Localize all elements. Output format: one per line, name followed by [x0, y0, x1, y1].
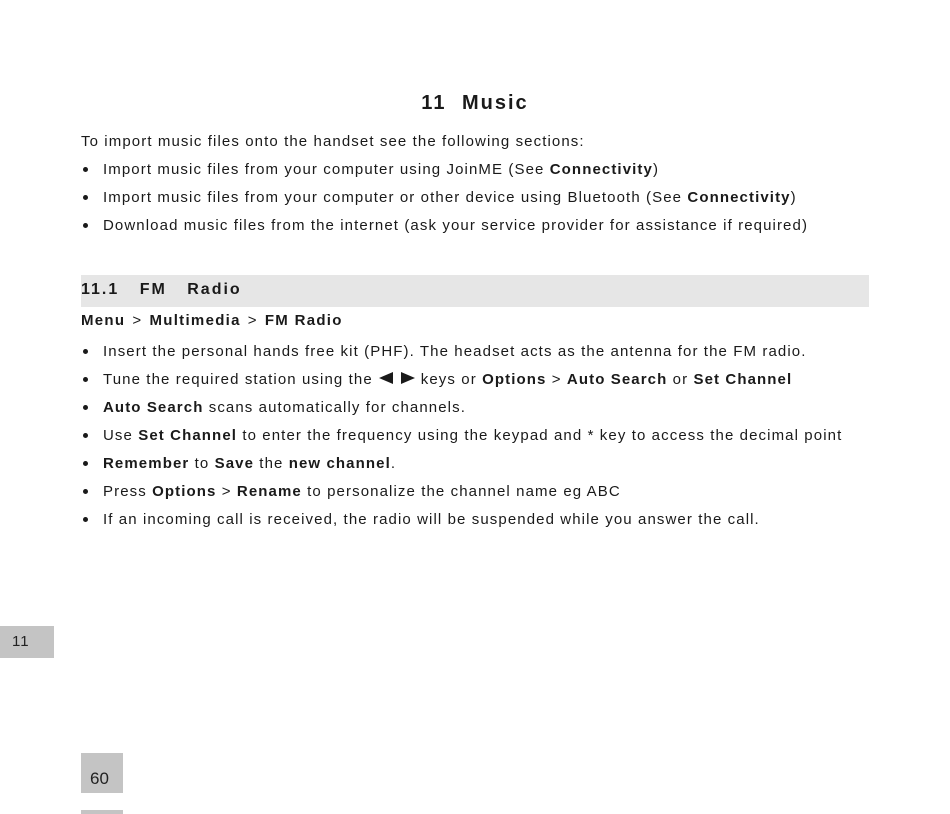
- connectivity-reference: Connectivity: [687, 189, 791, 206]
- list-item: Import music files from your computer using JoinME (See Connectivity): [81, 156, 871, 184]
- bullet-icon: [83, 517, 88, 522]
- chapter-side-tab: 11: [0, 626, 54, 658]
- page-number-strip: [81, 810, 123, 814]
- list-item: If an incoming call is received, the radio will be suspended while you answer the call.: [81, 506, 871, 534]
- menu-path-item: Multimedia: [149, 312, 241, 329]
- bullet-icon: [83, 223, 88, 228]
- bullet-icon: [83, 433, 88, 438]
- menu-path-item: Menu: [81, 312, 126, 329]
- intro-text: To import music files onto the handset see the following sections:: [81, 133, 585, 150]
- list-item: Import music files from your computer or other device using Bluetooth (See Connectivity): [81, 184, 871, 212]
- section-header-bar: [81, 275, 869, 307]
- chapter-title: 11 Music: [421, 92, 529, 114]
- bullet-icon: [83, 405, 88, 410]
- import-methods-list: [81, 156, 871, 240]
- menu-path: [81, 312, 343, 329]
- page-number: 60: [81, 753, 123, 793]
- list-item: Tune the required station using the keys or Options > Auto Search or Set Channel: [81, 366, 871, 394]
- left-right-arrow-keys-icon: [379, 366, 415, 394]
- bullet-icon: [83, 461, 88, 466]
- list-item: Insert the personal hands free kit (PHF). The headset acts as the antenna for the FM radio.: [81, 338, 871, 366]
- list-item: Download music files from the internet (ask your service provider for assistance if required): [81, 212, 871, 240]
- menu-path-separator: >: [247, 312, 258, 329]
- list-item: Use Set Channel to enter the frequency using the keypad and * key to access the decimal point: [81, 422, 871, 450]
- bullet-icon: [83, 489, 88, 494]
- fm-radio-instructions-list: [81, 338, 871, 534]
- bullet-icon: [83, 195, 88, 200]
- section-title: 11.1 FM Radio: [81, 281, 242, 298]
- list-item: Auto Search scans automatically for channels.: [81, 394, 871, 422]
- menu-path-separator: >: [132, 312, 143, 329]
- menu-path-item: FM Radio: [264, 312, 343, 329]
- bullet-icon: [83, 167, 88, 172]
- connectivity-reference: Connectivity: [549, 161, 653, 178]
- list-item: Press Options > Rename to personalize the channel name eg ABC: [81, 478, 871, 506]
- list-item: Remember to Save the new channel.: [81, 450, 871, 478]
- bullet-icon: [83, 349, 88, 354]
- bullet-icon: [83, 377, 88, 382]
